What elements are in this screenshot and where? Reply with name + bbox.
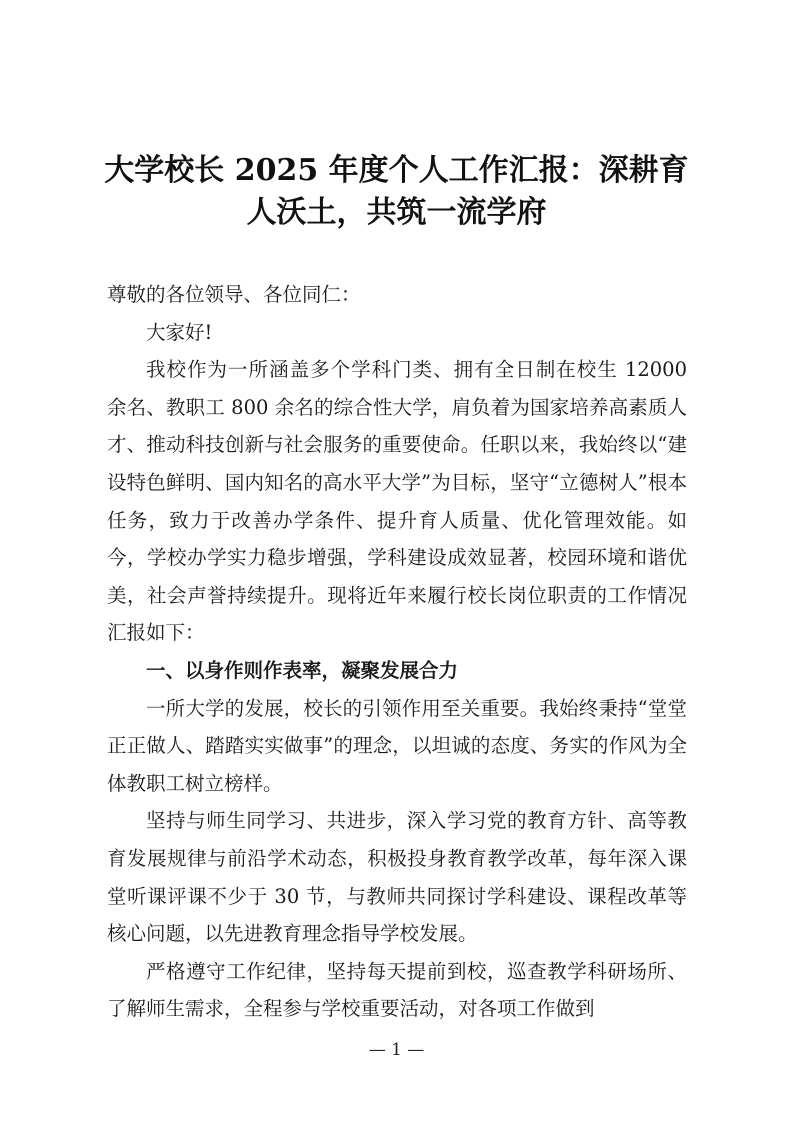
document-title: 大学校长 2025 年度个人工作汇报：深耕育人沃土，共筑一流学府	[104, 153, 689, 230]
page-number: — 1 —	[368, 1040, 425, 1060]
document-body	[107, 276, 687, 1028]
body-paragraph: 一所大学的发展，校长的引领作用至关重要。我始终秉持“堂堂正正做人、踏踏实实做事”的理念，以坦诚的态度、务实的作风为全体教职工树立榜样。	[107, 696, 687, 795]
intro-paragraph: 我校作为一所涵盖多个学科门类、拥有全日制在校生 12000 余名、教职工 800 余名的综合性大学，肩负着为国家培养高素质人才、推动科技创新与社会服务的重要使命。任职以来，我始终以“建设特色鲜明、国内知名的高水平大学”为目标，坚守“立德树人”根本任务，致力于改善办学条件、提升育人质量、优化管理效能。如今，学校办学实力稳步增强，学科建设成效显著，校园环境和谐优美，社会声誉持续提升。现将近年来履行校长岗位职责的工作情况汇报如下：	[107, 358, 687, 645]
body-paragraph: 严格遵守工作纪律，坚持每天提前到校，巡查教学科研场所、了解师生需求，全程参与学校重要活动，对各项工作做到	[107, 959, 687, 1021]
greeting: 大家好!	[146, 320, 213, 344]
salutation: 尊敬的各位领导、各位同仁：	[107, 283, 361, 306]
section-heading: 一、以身作则作表率，凝聚发展合力	[146, 658, 459, 682]
body-paragraph: 坚持与师生同学习、共进步，深入学习党的教育方针、高等教育发展规律与前沿学术动态，积极投身教育教学改革，每年深入课堂听课评课不少于 30 节，与教师共同探讨学科建设、课程改革等核心问题，以先进教育理念指导学校发展。	[107, 809, 687, 946]
